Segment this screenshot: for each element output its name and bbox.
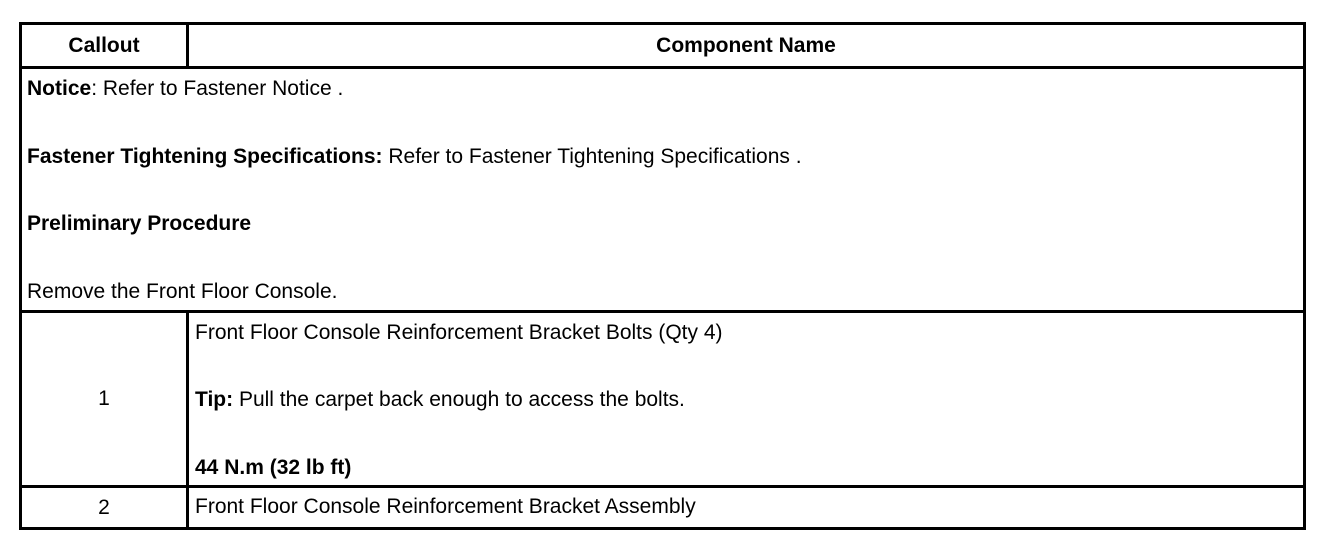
- notice-text: : Refer to Fastener Notice .: [91, 77, 344, 100]
- tip-text: Pull the carpet back enough to access the bolts.: [233, 388, 685, 411]
- component-name: Front Floor Console Reinforcement Bracket Assembly: [195, 495, 696, 518]
- fastener-spec-label: Fastener Tightening Specifications:: [27, 145, 383, 168]
- preliminary-procedure-heading: Preliminary Procedure: [27, 212, 252, 235]
- table-row: [22, 488, 1303, 527]
- callout-header: Callout: [22, 25, 189, 66]
- component-table: [19, 22, 1306, 530]
- notice-row: [22, 69, 1303, 313]
- tip-line: [195, 388, 685, 412]
- component-name: Front Floor Console Reinforcement Bracket Bolts (Qty 4): [195, 321, 723, 344]
- fastener-spec-text: Refer to Fastener Tightening Specifications .: [382, 145, 802, 168]
- fastener-spec-line: [27, 145, 802, 169]
- notice-line: [27, 77, 343, 101]
- table-row: [22, 313, 1303, 488]
- preliminary-step-text: Remove the Front Floor Console.: [27, 280, 338, 303]
- tip-label: Tip:: [195, 388, 234, 411]
- callout-number: 2: [22, 488, 189, 527]
- callout-number: 1: [22, 313, 189, 485]
- torque-spec: 44 N.m (32 lb ft): [195, 456, 352, 479]
- table-header-row: [22, 25, 1303, 69]
- component-name-header: Component Name: [656, 33, 836, 57]
- notice-label: Notice: [27, 77, 92, 100]
